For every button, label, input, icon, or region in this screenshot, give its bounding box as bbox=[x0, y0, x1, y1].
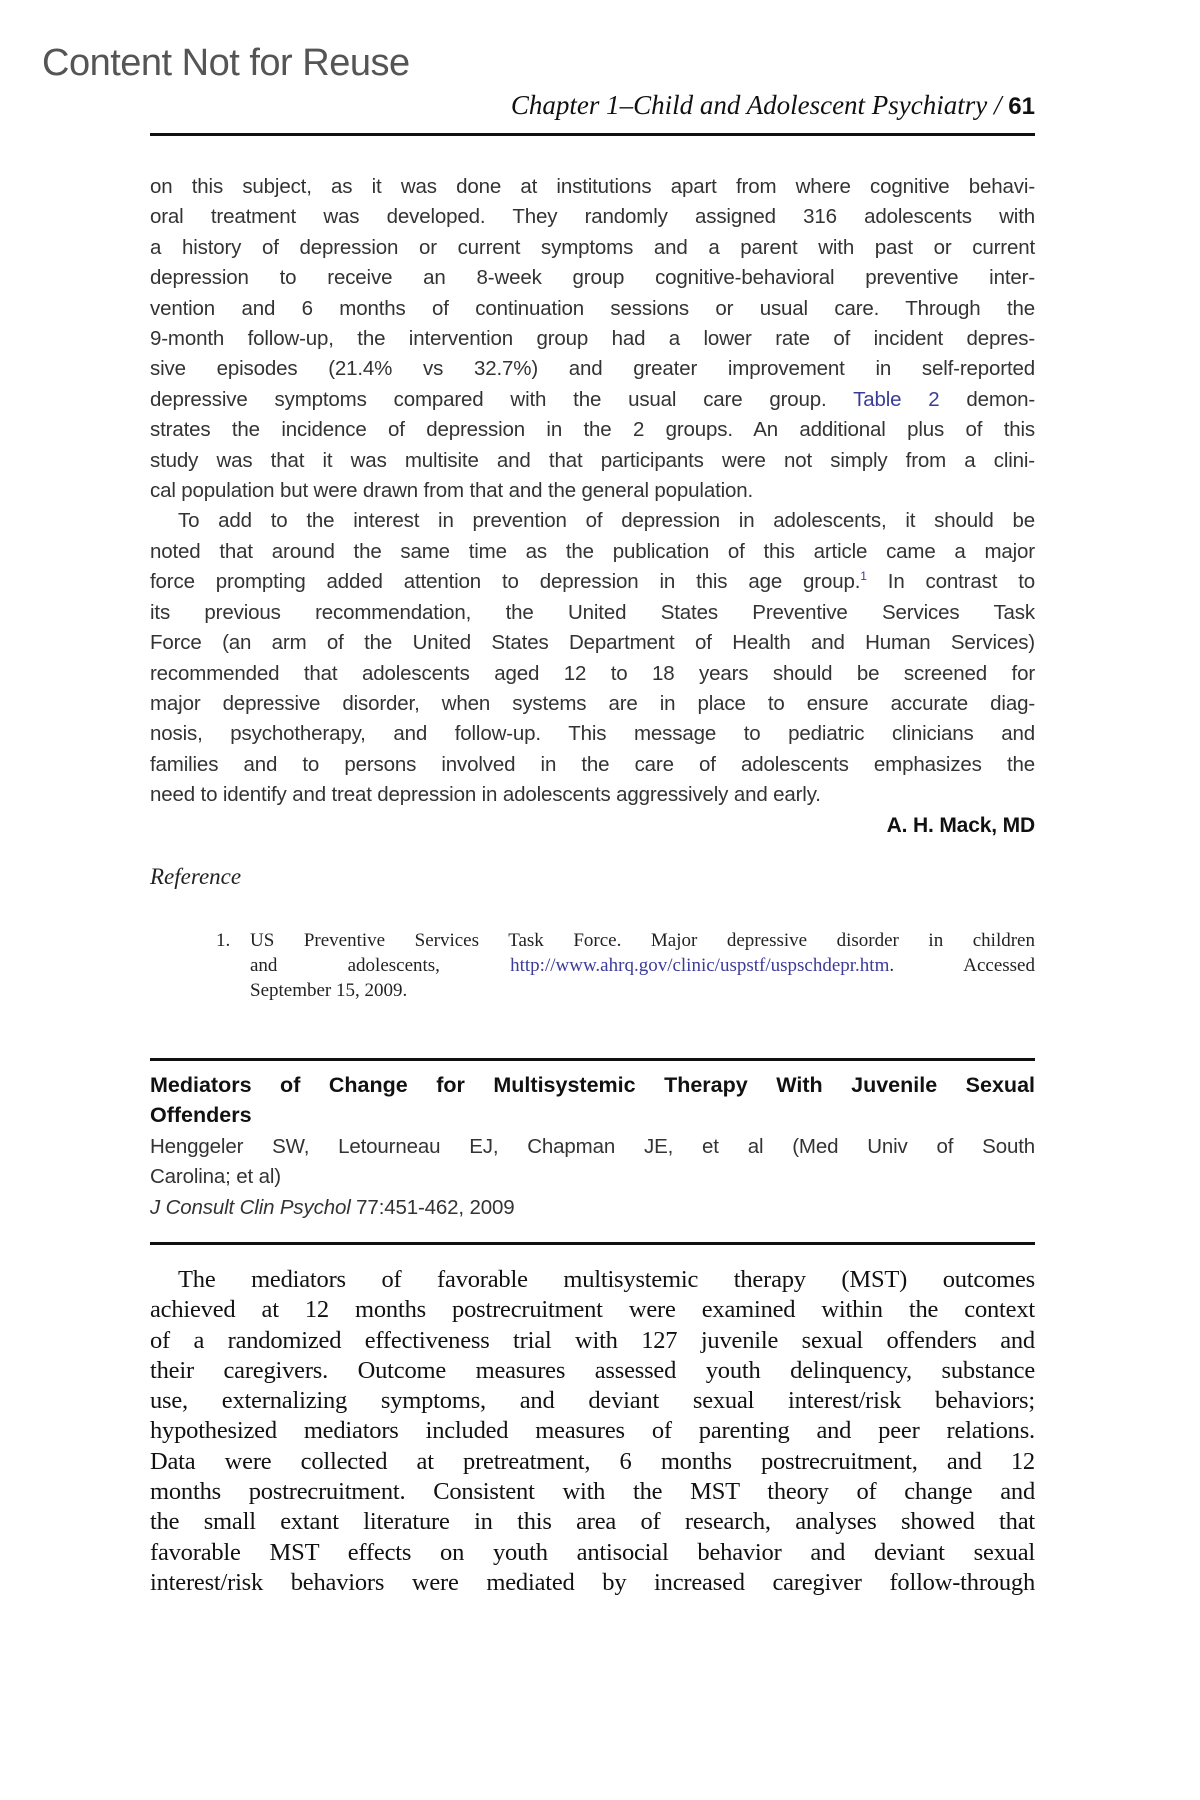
chapter-title: Chapter 1–Child and Adolescent Psychiatry bbox=[510, 90, 988, 120]
watermark: Content Not for Reuse bbox=[42, 42, 410, 84]
text-fragment: force prompting added attention to depression in this age group. bbox=[150, 570, 861, 594]
text-line: cal population but were drawn from that and the general population. bbox=[150, 479, 754, 503]
text-line: oral treatment was developed. They randomly assigned 316 adolescents with bbox=[150, 205, 1035, 229]
text-line: 9-month follow-up, the intervention group had a lower rate of incident depres- bbox=[150, 327, 1035, 351]
text-line: need to identify and treat depression in adolescents aggressively and early. bbox=[150, 783, 821, 807]
commentary-body bbox=[150, 172, 1035, 841]
text-line: vention and 6 months of continuation sessions or usual care. Through the bbox=[150, 296, 1035, 320]
authors-line: Henggeler SW, Letourneau EJ, Chapman JE, et al (Med Univ of South bbox=[150, 1135, 1035, 1158]
text-line: Offenders bbox=[150, 1103, 252, 1127]
text-fragment: and adolescents, bbox=[250, 955, 440, 976]
table-2-link[interactable]: Table 2 bbox=[853, 387, 940, 411]
running-header bbox=[150, 90, 1035, 121]
commentary-author: A. H. Mack, MD bbox=[886, 813, 1035, 837]
text-line: its previous recommendation, the United States Preventive Services Task bbox=[150, 600, 1035, 624]
text-line: US Preventive Services Task Force. Major depressive disorder in children bbox=[250, 930, 1035, 951]
reference-superscript-link[interactable]: 1 bbox=[860, 569, 867, 584]
text-line: interest/risk behaviors were mediated by increased caregiver follow-through bbox=[150, 1568, 1035, 1596]
journal-citation: 77:451-462, 2009 bbox=[350, 1195, 515, 1219]
reference-number: 1. bbox=[216, 930, 231, 951]
text-line: noted that around the same time as the publication of this article came a major bbox=[150, 539, 1035, 563]
text-line: nosis, psychotherapy, and follow-up. This message to pediatric clinicians and bbox=[150, 722, 1035, 746]
header-rule bbox=[150, 133, 1035, 136]
text-line: sive episodes (21.4% vs 32.7%) and greater improvement in self-reported bbox=[150, 357, 1035, 381]
text-line: recommended that adolescents aged 12 to 18 years should be screened for bbox=[150, 661, 1035, 685]
text-line: use, externalizing symptoms, and deviant sexual interest/risk behaviors; bbox=[150, 1387, 1035, 1415]
text-line: Data were collected at pretreatment, 6 months postrecruitment, and 12 bbox=[150, 1447, 1035, 1475]
text-fragment: depressive symptoms compared with the usual care group. bbox=[150, 387, 827, 411]
text-line: September 15, 2009. bbox=[250, 980, 408, 1001]
text-line: hypothesized mediators included measures of parenting and peer relations. bbox=[150, 1417, 1035, 1445]
text-line: of a randomized effectiveness trial with 127 juvenile sexual offenders and bbox=[150, 1326, 1035, 1354]
text-line: families and to persons involved in the care of adolescents emphasizes the bbox=[150, 752, 1035, 776]
reference-url-link[interactable]: http://www.ahrq.gov/clinic/uspstf/uspschdepr.htm bbox=[510, 955, 890, 976]
text-line: Mediators of Change for Multisystemic Therapy With Juvenile Sexual bbox=[150, 1073, 1035, 1097]
journal-name: J Consult Clin Psychol bbox=[150, 1195, 351, 1219]
text-line: depression to receive an 8-week group cognitive-behavioral preventive inter- bbox=[150, 266, 1035, 290]
text-line: a history of depression or current symptoms and a parent with past or current bbox=[150, 235, 1035, 259]
text-line: months postrecruitment. Consistent with the MST theory of change and bbox=[150, 1478, 1035, 1506]
article-citation bbox=[150, 1132, 1035, 1223]
text-line: study was that it was multisite and that participants were not simply from a clini- bbox=[150, 448, 1035, 472]
article-title bbox=[150, 1070, 1035, 1130]
text-line bbox=[150, 567, 1035, 597]
text-line: their caregivers. Outcome measures assessed youth delinquency, substance bbox=[150, 1356, 1035, 1384]
reference-heading: Reference bbox=[150, 864, 242, 889]
text-line bbox=[150, 385, 1035, 415]
text-line: The mediators of favorable multisystemic therapy (MST) outcomes bbox=[178, 1266, 1035, 1293]
text-fragment: . Accessed bbox=[889, 955, 1035, 976]
text-fragment: In contrast to bbox=[887, 570, 1036, 594]
article-abstract bbox=[150, 1265, 1035, 1598]
article-top-rule bbox=[150, 1058, 1035, 1061]
text-line: strates the incidence of depression in the 2 groups. An additional plus of this bbox=[150, 418, 1035, 442]
text-line: achieved at 12 months postrecruitment were examined within the context bbox=[150, 1296, 1035, 1324]
text-line: To add to the interest in prevention of depression in adolescents, it should be bbox=[178, 509, 1035, 533]
text-line: on this subject, as it was done at institutions apart from where cognitive behavi- bbox=[150, 175, 1035, 198]
authors-line: Carolina; et al) bbox=[150, 1165, 281, 1189]
header-separator: / bbox=[994, 90, 1002, 120]
text-line: favorable MST effects on youth antisocial behavior and deviant sexual bbox=[150, 1538, 1035, 1566]
text-fragment: demon- bbox=[966, 387, 1035, 411]
text-line: the small extant literature in this area of research, analyses showed that bbox=[150, 1508, 1035, 1536]
article-bottom-rule bbox=[150, 1242, 1035, 1245]
text-line: major depressive disorder, when systems are in place to ensure accurate diag- bbox=[150, 691, 1035, 715]
text-line bbox=[250, 953, 1035, 978]
page-number: 61 bbox=[1008, 93, 1035, 120]
reference-item bbox=[150, 928, 1035, 1003]
journal-line bbox=[150, 1193, 1035, 1223]
text-line: Force (an arm of the United States Department of Health and Human Services) bbox=[150, 631, 1035, 655]
